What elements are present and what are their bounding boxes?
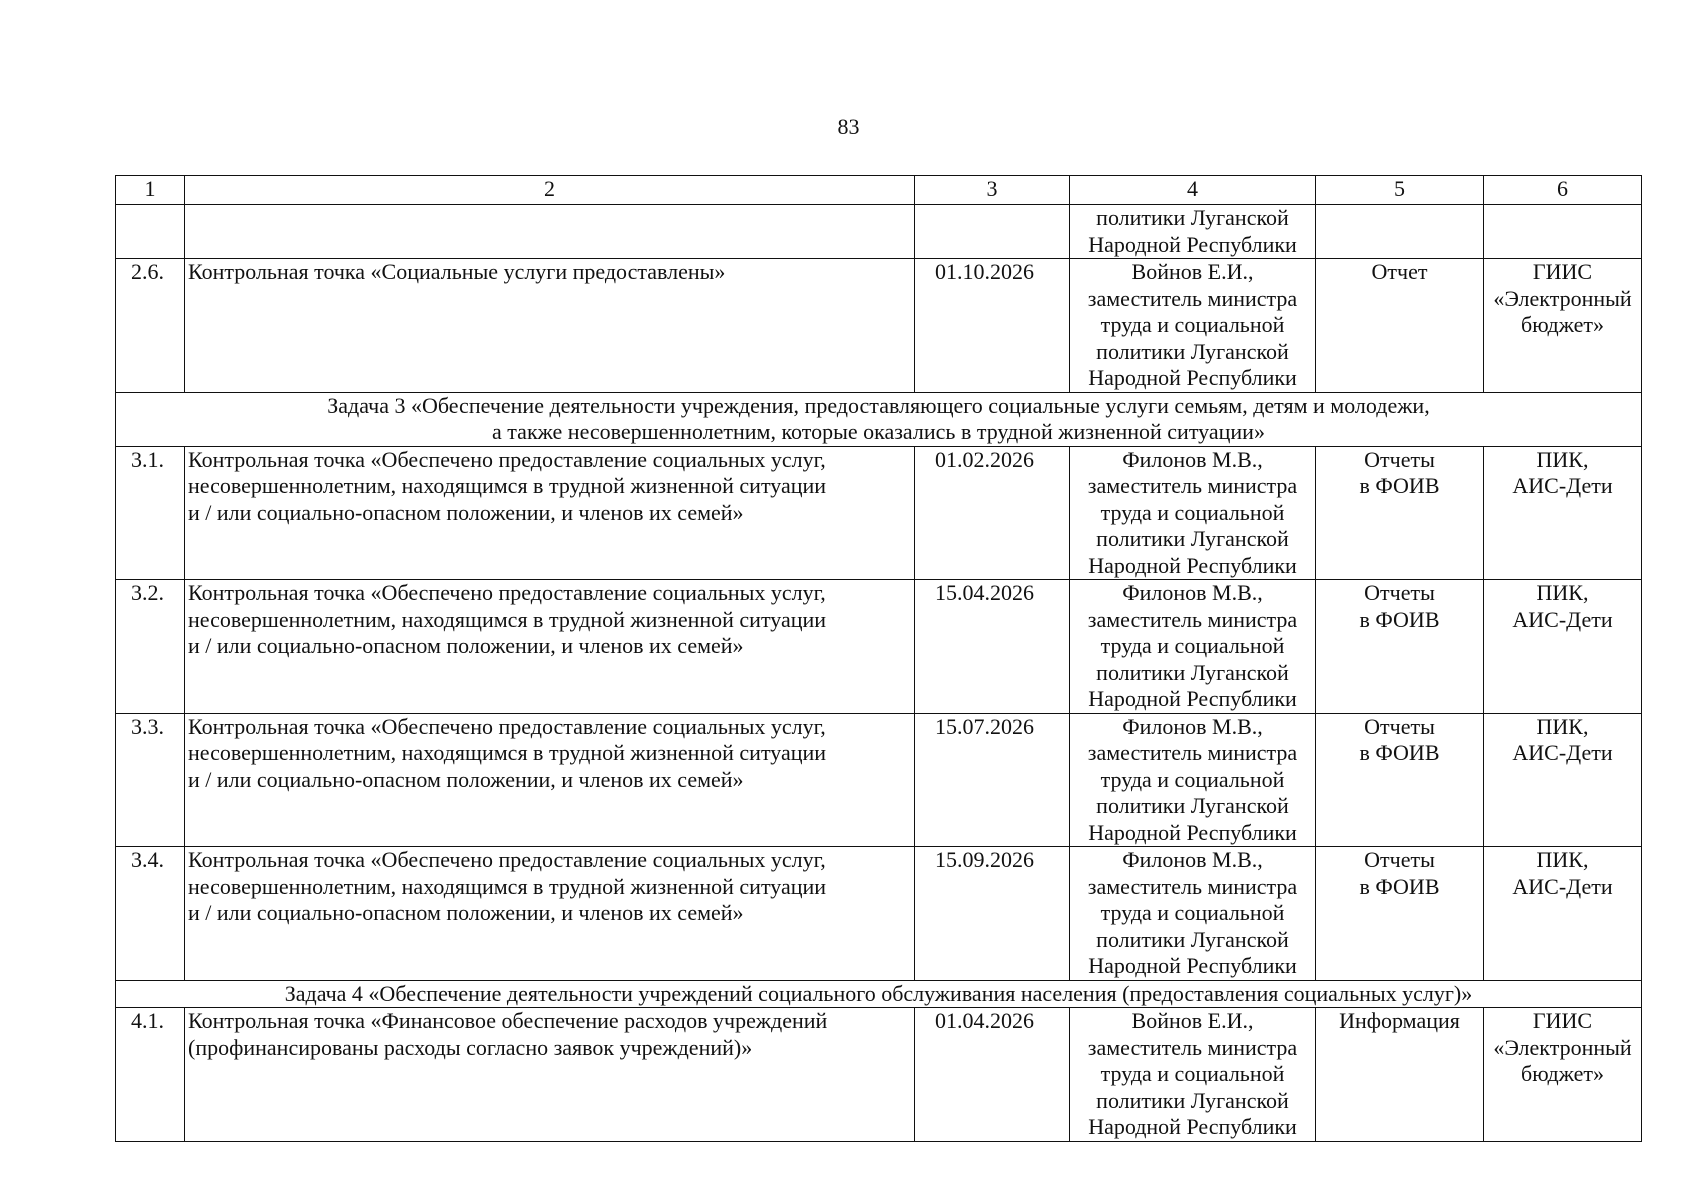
document-type-line: в ФОИВ: [1359, 606, 1440, 632]
control-point-text-line: Контрольная точка «Социальные услуги предоставлены»: [188, 259, 726, 284]
information-system-line: бюджет»: [1521, 312, 1604, 337]
control-point-text-cell: [185, 259, 915, 393]
responsible-line: заместитель министра: [1087, 606, 1298, 632]
plan-table-body: [116, 176, 1642, 1142]
responsible-line: заместитель министра: [1087, 473, 1298, 498]
responsible-line: труда и социальной: [1100, 499, 1285, 525]
document-type-cell: [1316, 259, 1484, 393]
document-type-line: Отчеты: [1364, 580, 1435, 605]
responsible-line: заместитель министра: [1087, 873, 1298, 899]
column-number-6: 6: [1484, 176, 1642, 205]
information-system-cell: [1484, 713, 1642, 847]
information-system-cell: [1484, 259, 1642, 393]
control-point-text-line: и / или социально-опасном положении, и членов их семей»: [188, 633, 744, 658]
control-point-text-cell: [185, 446, 915, 580]
row-number-cell: 3.1.: [116, 446, 185, 580]
information-system-line: бюджет»: [1521, 1061, 1604, 1086]
information-system-line: «Электронный: [1493, 1034, 1632, 1060]
column-number-1: 1: [116, 176, 185, 205]
responsible-line: Народной Республики: [1088, 365, 1297, 390]
row-number-cell: 3.3.: [116, 713, 185, 847]
responsible-line: политики Луганской: [1096, 659, 1289, 685]
document-type-line: в ФОИВ: [1359, 740, 1440, 765]
deadline-date-cell: 15.07.2026: [915, 713, 1070, 847]
responsible-line: Филонов М.В.,: [1122, 713, 1263, 739]
control-point-text-line: несовершеннолетним, находящимся в трудной жизненной ситуации: [188, 740, 827, 765]
information-system-line: ПИК,: [1536, 580, 1589, 605]
document-type-line: Отчет: [1371, 259, 1428, 284]
information-system-line: АИС-Дети: [1512, 740, 1613, 765]
task-3-heading-row: [116, 392, 1642, 446]
responsible-line: Народной Республики: [1088, 231, 1297, 257]
document-type-line: Отчеты: [1364, 713, 1435, 739]
responsible-line: заместитель министра: [1087, 740, 1298, 765]
responsible-cell: [1070, 259, 1316, 393]
information-system-cell: [1484, 847, 1642, 981]
control-point-text-line: несовершеннолетним, находящимся в трудной жизненной ситуации: [188, 473, 827, 498]
control-point-row: [116, 1008, 1642, 1142]
deadline-date-cell: 15.04.2026: [915, 580, 1070, 714]
control-point-row: [116, 713, 1642, 847]
control-point-text-line: Контрольная точка «Обеспечено предоставление социальных услуг,: [188, 713, 826, 739]
responsible-line: Филонов М.В.,: [1122, 446, 1263, 472]
responsible-cell: [1070, 446, 1316, 580]
continuation-num-cell: [116, 205, 185, 259]
control-point-text-line: Контрольная точка «Финансовое обеспечение расходов учреждений: [188, 1008, 828, 1033]
responsible-line: политики Луганской: [1096, 526, 1289, 551]
row-number-cell: 4.1.: [116, 1008, 185, 1142]
responsible-line: Народной Республики: [1088, 1114, 1297, 1139]
task-heading-line: Задача 4 «Обеспечение деятельности учреждений социального обслуживания населения (предоставления социальных услуг)»: [284, 980, 1473, 1006]
responsible-line: труда и социальной: [1100, 766, 1285, 792]
control-point-text-line: и / или социально-опасном положении, и членов их семей»: [188, 766, 744, 792]
control-point-text-line: несовершеннолетним, находящимся в трудной жизненной ситуации: [188, 606, 827, 632]
task-heading-line: а также несовершеннолетним, которые оказались в трудной жизненной ситуации»: [492, 419, 1265, 444]
information-system-line: АИС-Дети: [1512, 873, 1613, 899]
document-type-cell: [1316, 847, 1484, 981]
control-point-text-cell: [185, 713, 915, 847]
deadline-date-cell: 15.09.2026: [915, 847, 1070, 981]
responsible-cell: [1070, 713, 1316, 847]
task-3-heading-row-cell: [116, 392, 1642, 446]
control-point-row: [116, 847, 1642, 981]
responsible-line: политики Луганской: [1096, 1087, 1289, 1113]
continuation-text-cell: [185, 205, 915, 259]
information-system-cell: [1484, 1008, 1642, 1142]
task-heading-line: Задача 3 «Обеспечение деятельности учреждения, предоставляющего социальные услуги семьям, детям и молодежи,: [327, 392, 1430, 418]
continuation-row: [116, 205, 1642, 259]
responsible-line: политики Луганской: [1096, 926, 1289, 952]
responsible-cell: [1070, 580, 1316, 714]
responsible-line: труда и социальной: [1100, 633, 1285, 658]
control-point-row: [116, 259, 1642, 393]
responsible-line: заместитель министра: [1087, 1034, 1298, 1060]
control-point-row: [116, 580, 1642, 714]
plan-table: [115, 175, 1642, 1142]
control-point-text-cell: [185, 847, 915, 981]
responsible-line: Филонов М.В.,: [1122, 580, 1263, 605]
control-point-text-line: и / или социально-опасном положении, и членов их семей»: [188, 499, 744, 525]
document-type-line: Отчеты: [1364, 446, 1435, 472]
control-point-row: [116, 446, 1642, 580]
responsible-line: Народной Республики: [1088, 819, 1297, 845]
control-point-text-line: Контрольная точка «Обеспечено предоставление социальных услуг,: [188, 446, 826, 472]
responsible-line: заместитель министра: [1087, 285, 1298, 311]
information-system-line: «Электронный: [1493, 285, 1632, 311]
deadline-date-cell: 01.04.2026: [915, 1008, 1070, 1142]
continuation-system-cell: [1484, 205, 1642, 259]
page-number: 83: [837, 114, 860, 139]
responsible-line: политики Луганской: [1096, 338, 1289, 364]
row-number-cell: 3.2.: [116, 580, 185, 714]
information-system-line: ГИИС: [1532, 259, 1593, 284]
responsible-line: труда и социальной: [1100, 1061, 1285, 1086]
continuation-responsible-cell: [1070, 205, 1316, 259]
responsible-cell: [1070, 1008, 1316, 1142]
column-number-4: 4: [1070, 176, 1316, 205]
task-4-heading-row-cell: [116, 980, 1642, 1008]
document-type-line: Информация: [1339, 1008, 1460, 1033]
control-point-text-line: (профинансированы расходы согласно заявок учреждений)»: [188, 1034, 753, 1060]
control-point-text-cell: [185, 580, 915, 714]
document-type-cell: [1316, 1008, 1484, 1142]
responsible-line: Народной Республики: [1088, 552, 1297, 578]
responsible-line: Войнов Е.И.,: [1131, 259, 1254, 284]
responsible-line: труда и социальной: [1100, 312, 1285, 337]
responsible-line: Народной Республики: [1088, 686, 1297, 711]
responsible-line: Войнов Е.И.,: [1131, 1008, 1254, 1033]
information-system-line: ГИИС: [1532, 1008, 1593, 1033]
responsible-cell: [1070, 847, 1316, 981]
document-type-line: Отчеты: [1364, 847, 1435, 872]
control-point-text-line: несовершеннолетним, находящимся в трудной жизненной ситуации: [188, 873, 827, 899]
responsible-line: политики Луганской: [1096, 205, 1289, 230]
document-type-cell: [1316, 713, 1484, 847]
information-system-line: АИС-Дети: [1512, 473, 1613, 498]
control-point-text-cell: [185, 1008, 915, 1142]
row-number-cell: 2.6.: [116, 259, 185, 393]
information-system-line: ПИК,: [1536, 713, 1589, 739]
information-system-cell: [1484, 446, 1642, 580]
information-system-line: АИС-Дети: [1512, 606, 1613, 632]
row-number-cell: 3.4.: [116, 847, 185, 981]
continuation-doc-cell: [1316, 205, 1484, 259]
column-number-5: 5: [1316, 176, 1484, 205]
information-system-cell: [1484, 580, 1642, 714]
document-type-line: в ФОИВ: [1359, 473, 1440, 498]
responsible-line: труда и социальной: [1100, 900, 1285, 925]
information-system-line: ПИК,: [1536, 847, 1589, 872]
responsible-line: Народной Республики: [1088, 953, 1297, 978]
column-number-2: 2: [185, 176, 915, 205]
information-system-line: ПИК,: [1536, 446, 1589, 472]
continuation-date-cell: [915, 205, 1070, 259]
deadline-date-cell: 01.10.2026: [915, 259, 1070, 393]
responsible-line: Филонов М.В.,: [1122, 847, 1263, 872]
deadline-date-cell: 01.02.2026: [915, 446, 1070, 580]
task-4-heading-row: [116, 980, 1642, 1008]
responsible-line: политики Луганской: [1096, 793, 1289, 818]
control-point-text-line: Контрольная точка «Обеспечено предоставление социальных услуг,: [188, 847, 826, 872]
column-number-3: 3: [915, 176, 1070, 205]
document-type-line: в ФОИВ: [1359, 873, 1440, 899]
document-type-cell: [1316, 446, 1484, 580]
document-type-cell: [1316, 580, 1484, 714]
control-point-text-line: Контрольная точка «Обеспечено предоставление социальных услуг,: [188, 580, 826, 605]
control-point-text-line: и / или социально-опасном положении, и членов их семей»: [188, 900, 744, 925]
column-number-header-row: [116, 176, 1642, 205]
